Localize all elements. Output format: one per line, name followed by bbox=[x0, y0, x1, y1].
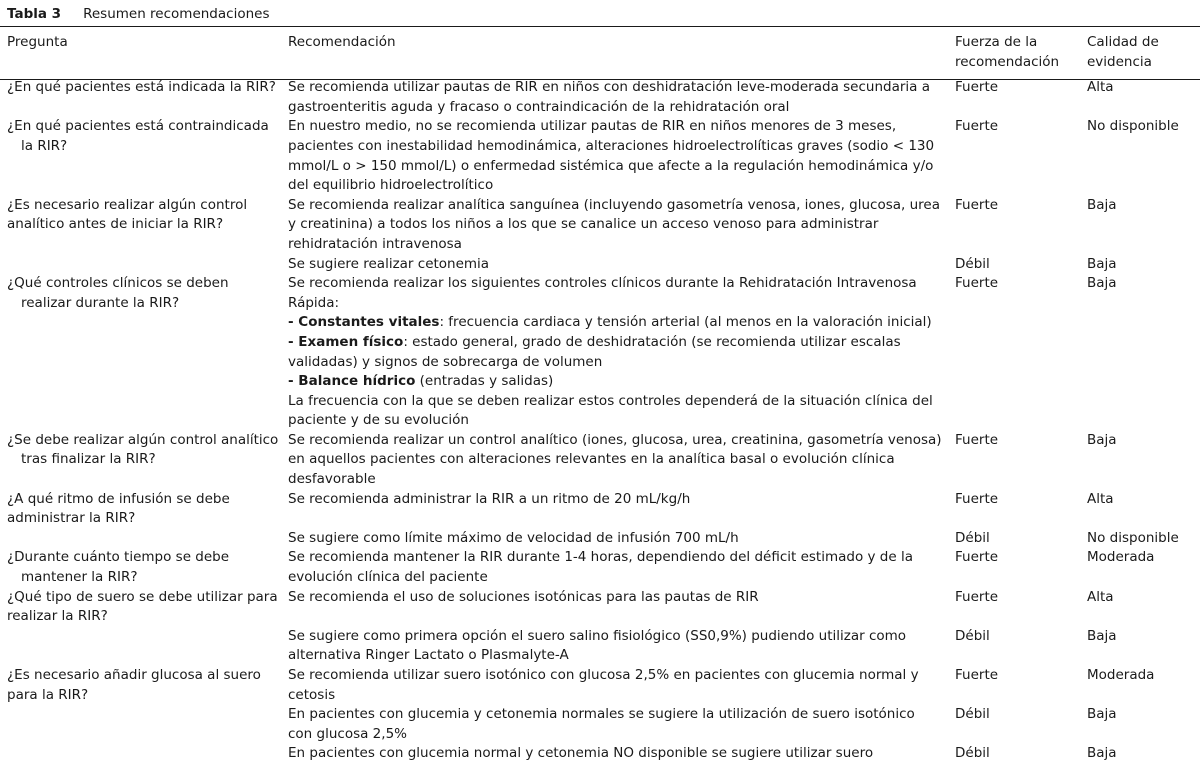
question-cell: ¿En qué pacientes está contraindicada la RIR? bbox=[7, 118, 269, 154]
recommendation-cell: Se sugiere como primera opción el suero salino fisiológico (SS0,9%) pudiendo utilizar como alternativa Ringer Lactato o Plasmalyte-A bbox=[288, 627, 907, 664]
recommendation-closing: La frecuencia con la que se deben realizar estos controles dependerá de la situación clínica del paciente y de su evolución bbox=[288, 392, 933, 429]
table-row bbox=[0, 274, 1200, 431]
quality-cell: Baja bbox=[1087, 745, 1117, 762]
quality-cell: No disponible bbox=[1087, 529, 1179, 546]
question-cell: ¿Es necesario realizar algún control analítico antes de iniciar la RIR? bbox=[7, 196, 248, 233]
question-cell: ¿A qué ritmo de infusión se debe administrar la RIR? bbox=[7, 490, 230, 527]
recommendation-cell bbox=[288, 274, 955, 431]
strength-cell: Fuerte bbox=[955, 431, 999, 448]
recommendation-cell: Se recomienda utilizar pautas de RIR en niños con deshidratación leve-moderada secundaria a gastroenteritis aguda y fracaso o contraindicación de la rehidratación oral bbox=[288, 79, 930, 115]
recommendation-cell: Se recomienda utilizar suero isotónico con glucosa 2,5% en pacientes con glucemia normal y cetosis bbox=[288, 667, 919, 703]
table-row bbox=[0, 529, 1200, 549]
recommendation-cell: Se recomienda realizar un control analítico (iones, glucosa, urea, creatinina, gasometría venosa) en aquellos pacientes con alteraciones relevantes en la analítica basal o evolución clínica desfavorable bbox=[288, 431, 942, 488]
question-cell bbox=[0, 744, 288, 764]
table-row bbox=[0, 548, 1200, 587]
question-cell: ¿Se debe realizar algún control analítico tras finalizar la RIR? bbox=[7, 431, 279, 468]
strength-cell: Fuerte bbox=[955, 549, 999, 566]
quality-cell: Baja bbox=[1087, 706, 1117, 723]
control-text: : estado general, grado de deshidratación (se recomienda utilizar escalas validadas) y signos de sobrecarga de volumen bbox=[288, 333, 901, 370]
header-recommendation: Recomendación bbox=[288, 34, 396, 50]
top-rule bbox=[0, 26, 1200, 27]
recommendation-cell: Se sugiere como límite máximo de velocidad de infusión 700 mL/h bbox=[288, 529, 739, 546]
recommendation-cell: Se recomienda el uso de soluciones isotónicas para las pautas de RIR bbox=[288, 588, 759, 605]
question-cell: ¿Qué tipo de suero se debe utilizar para realizar la RIR? bbox=[7, 588, 278, 625]
strength-cell: Fuerte bbox=[955, 667, 999, 683]
strength-cell: Fuerte bbox=[955, 275, 999, 292]
quality-cell: Alta bbox=[1087, 79, 1114, 96]
quality-cell: No disponible bbox=[1087, 118, 1179, 135]
question-cell: ¿En qué pacientes está indicada la RIR? bbox=[7, 79, 276, 96]
strength-cell: Débil bbox=[955, 627, 990, 644]
control-label: - Examen físico bbox=[288, 333, 404, 350]
question-cell bbox=[0, 627, 288, 666]
quality-cell: Baja bbox=[1087, 275, 1117, 292]
table-row bbox=[0, 255, 1200, 275]
quality-cell: Baja bbox=[1087, 431, 1117, 448]
table-row bbox=[0, 666, 1200, 705]
question-cell bbox=[0, 529, 288, 549]
strength-cell: Fuerte bbox=[955, 196, 999, 213]
recommendation-cell: En pacientes con glucemia y cetonemia normales se sugiere la utilización de suero isotónico con glucosa 2,5% bbox=[288, 706, 915, 742]
table-caption bbox=[7, 4, 269, 26]
quality-cell: Alta bbox=[1087, 588, 1114, 605]
strength-cell: Débil bbox=[955, 529, 990, 546]
recommendations-table bbox=[0, 33, 1200, 764]
quality-cell: Alta bbox=[1087, 490, 1114, 507]
strength-cell: Débil bbox=[955, 255, 990, 272]
question-cell bbox=[0, 255, 288, 275]
table-number: Tabla 3 bbox=[7, 6, 62, 22]
recommendation-cell: Se recomienda mantener la RIR durante 1-4 horas, dependiendo del déficit estimado y de la evolución clínica del paciente bbox=[288, 549, 913, 586]
table-row bbox=[0, 744, 1200, 764]
table-row bbox=[0, 78, 1200, 117]
quality-cell: Moderada bbox=[1087, 667, 1155, 683]
strength-cell: Fuerte bbox=[955, 118, 999, 135]
header-strength: Fuerza de la recomendación bbox=[955, 34, 1060, 70]
header-row bbox=[0, 33, 1200, 78]
strength-cell: Débil bbox=[955, 706, 990, 723]
control-text: (entradas y salidas) bbox=[415, 373, 554, 390]
table-row bbox=[0, 431, 1200, 490]
table-row bbox=[0, 627, 1200, 666]
quality-cell: Moderada bbox=[1087, 549, 1155, 566]
question-cell: ¿Durante cuánto tiempo se debe mantener la RIR? bbox=[7, 549, 230, 586]
table-row bbox=[0, 490, 1200, 529]
control-item bbox=[288, 372, 943, 392]
header-question: Pregunta bbox=[7, 34, 68, 50]
quality-cell: Baja bbox=[1087, 627, 1117, 644]
strength-cell: Fuerte bbox=[955, 79, 999, 96]
recommendation-cell: Se recomienda realizar analítica sanguínea (incluyendo gasometría venosa, iones, glucosa, urea y creatinina) a todos los niños a los que se canalice un acceso venoso para administrar rehidratación intravenosa bbox=[288, 196, 940, 252]
recommendation-cell: En nuestro medio, no se recomienda utilizar pautas de RIR en niños menores de 3 meses, pacientes con inestabilidad hemodinámica, alteraciones hidroelectrolíticas graves (sodio < 130 mmol/L o > 150 mmol/L) o enfermedad sistémica que afecte a la regulación hemodinámica y/o del equilibrio hidroelectrolítico bbox=[288, 118, 935, 194]
strength-cell: Fuerte bbox=[955, 588, 999, 605]
recommendation-cell: Se recomienda administrar la RIR a un ritmo de 20 mL/kg/h bbox=[288, 490, 691, 507]
table-row bbox=[0, 117, 1200, 195]
recommendation-intro: Se recomienda realizar los siguientes controles clínicos durante la Rehidratación Intravenosa Rápida: bbox=[288, 275, 917, 311]
recommendation-cell: En pacientes con glucemia normal y cetonemia NO disponible se sugiere utilizar suero bbox=[288, 745, 874, 762]
quality-cell: Baja bbox=[1087, 255, 1117, 272]
control-item bbox=[288, 333, 943, 372]
question-cell: ¿Qué controles clínicos se deben realizar durante la RIR? bbox=[7, 275, 229, 311]
strength-cell: Fuerte bbox=[955, 490, 999, 507]
table-row bbox=[0, 196, 1200, 255]
control-item bbox=[288, 313, 943, 333]
table-row bbox=[0, 588, 1200, 627]
control-label: - Balance hídrico bbox=[288, 373, 416, 390]
control-text: : frecuencia cardiaca y tensión arterial (al menos en la valoración inicial) bbox=[439, 314, 932, 331]
question-cell: ¿Es necesario añadir glucosa al suero para la RIR? bbox=[7, 667, 261, 703]
header-quality: Calidad de evidencia bbox=[1087, 34, 1159, 70]
recommendation-cell: Se sugiere realizar cetonemia bbox=[288, 255, 490, 272]
table-title: Resumen recomendaciones bbox=[83, 6, 270, 22]
control-label: - Constantes vitales bbox=[288, 314, 440, 331]
strength-cell: Débil bbox=[955, 745, 990, 762]
quality-cell: Baja bbox=[1087, 196, 1117, 213]
